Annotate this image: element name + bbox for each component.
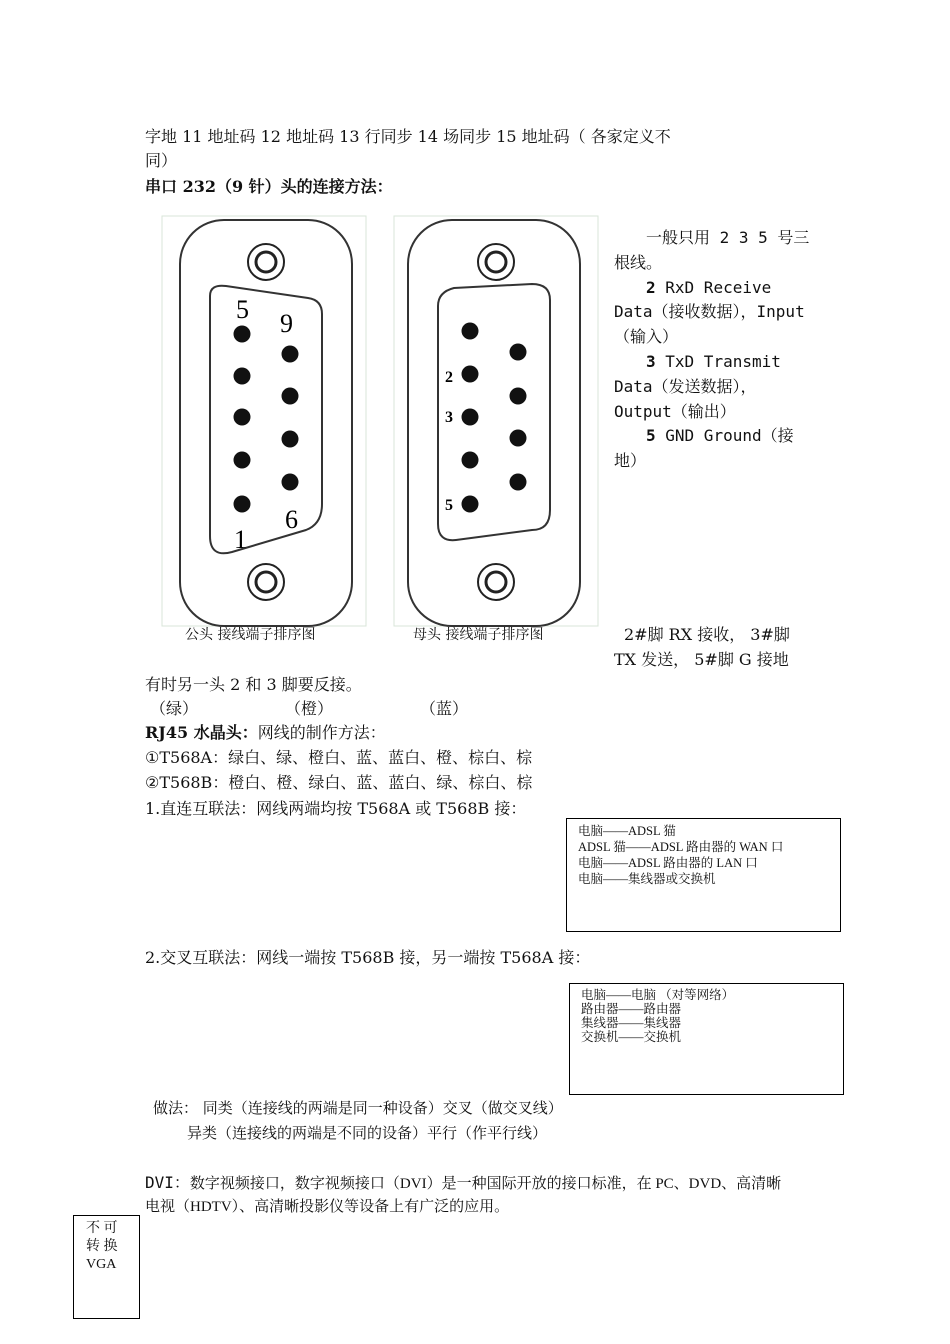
cross-box xyxy=(569,983,844,1095)
color-orange: （橙） xyxy=(285,699,334,718)
male-label-6: 6 xyxy=(285,505,298,534)
rj45-heading: RJ45 水晶头：网线的制作方法： xyxy=(145,723,386,742)
straight-box-line: 电脑——ADSL 路由器的 LAN 口 xyxy=(578,856,758,870)
female-label-5: 5 xyxy=(445,497,453,514)
male-connector-diagram xyxy=(160,214,370,629)
pin-note-line2: TX 发送， 5#脚 G 接地 xyxy=(614,650,789,669)
straight-box-line: 电脑——集线器或交换机 xyxy=(578,872,716,886)
side-note-1: 2 RxD Receive Data（接收数据），Input（输入） xyxy=(614,277,805,347)
straight-box-line: ADSL 猫——ADSL 路由器的 WAN 口 xyxy=(578,840,784,854)
vga-box xyxy=(73,1215,140,1319)
serial-heading: 串口 232（9 针）头的连接方法： xyxy=(145,177,393,196)
reverse-note: 有时另一头 2 和 3 脚要反接。 xyxy=(145,675,362,694)
cross-box-line: 路由器——路由器 xyxy=(581,1002,682,1016)
male-caption: 公头 接线端子排序图 xyxy=(185,627,316,643)
top-text-line1: 字地 11 地址码 12 地址码 13 行同步 14 场同步 15 地址码（ 各家定义不 xyxy=(145,127,671,146)
female-label-3: 3 xyxy=(445,409,453,426)
straight-box xyxy=(566,818,841,932)
female-caption: 母头 接线端子排序图 xyxy=(413,627,544,643)
side-note-0: 一般只用 2 3 5 号三根线。 xyxy=(614,228,810,272)
dvi-line1: DVI：数字视频接口，数字视频接口（DVI）是一种国际开放的接口标准，在 PC、DVD、高清晰 xyxy=(145,1173,782,1192)
cross-title: 2.交叉互联法：网线一端按 T568B 接，另一端按 T568A 接： xyxy=(145,948,591,967)
color-green: （绿） xyxy=(150,699,199,718)
top-text-line2: 同） xyxy=(145,151,178,170)
side-notes xyxy=(614,226,810,474)
dvi-line2: 电视（HDTV）、高清晰投影仪等设备上有广泛的应用。 xyxy=(145,1199,510,1215)
pin-note-line1: 2#脚 RX 接收， 3#脚 xyxy=(624,625,790,644)
side-note-2: 3 TxD Transmit Data（发送数据），Output（输出） xyxy=(614,351,781,421)
vga-box-line3: VGA xyxy=(86,1257,117,1272)
vga-box-line1: 不 可 xyxy=(86,1221,118,1236)
vga-box-line2: 转 换 xyxy=(86,1239,118,1254)
female-connector-diagram xyxy=(392,214,602,629)
cross-box-line: 交换机——交换机 xyxy=(581,1030,682,1044)
male-label-1: 1 xyxy=(234,525,247,554)
straight-box-line: 电脑——ADSL 猫 xyxy=(578,824,676,838)
t568a-line: ①T568A：绿白、绿、橙白、蓝、蓝白、橙、棕白、棕 xyxy=(145,748,533,767)
female-label-2: 2 xyxy=(445,369,453,386)
cross-box-line: 集线器——集线器 xyxy=(581,1016,682,1030)
male-label-9: 9 xyxy=(280,309,293,338)
cross-box-line: 电脑——电脑 （对等网络） xyxy=(581,988,735,1002)
method-line1: 做法： 同类（连接线的两端是同一种设备）交叉（做交叉线） xyxy=(153,1099,563,1117)
male-label-5: 5 xyxy=(236,295,249,324)
t568b-line: ②T568B：橙白、橙、绿白、蓝、蓝白、绿、棕白、棕 xyxy=(145,773,533,792)
side-note-3: 5 GND Ground（接地） xyxy=(614,426,794,471)
color-blue: （蓝） xyxy=(420,699,469,718)
method-line2: 异类（连接线的两端是不同的设备）平行（作平行线） xyxy=(187,1124,548,1142)
straight-title: 1.直连互联法：网线两端均按 T568A 或 T568B 接： xyxy=(145,799,527,818)
